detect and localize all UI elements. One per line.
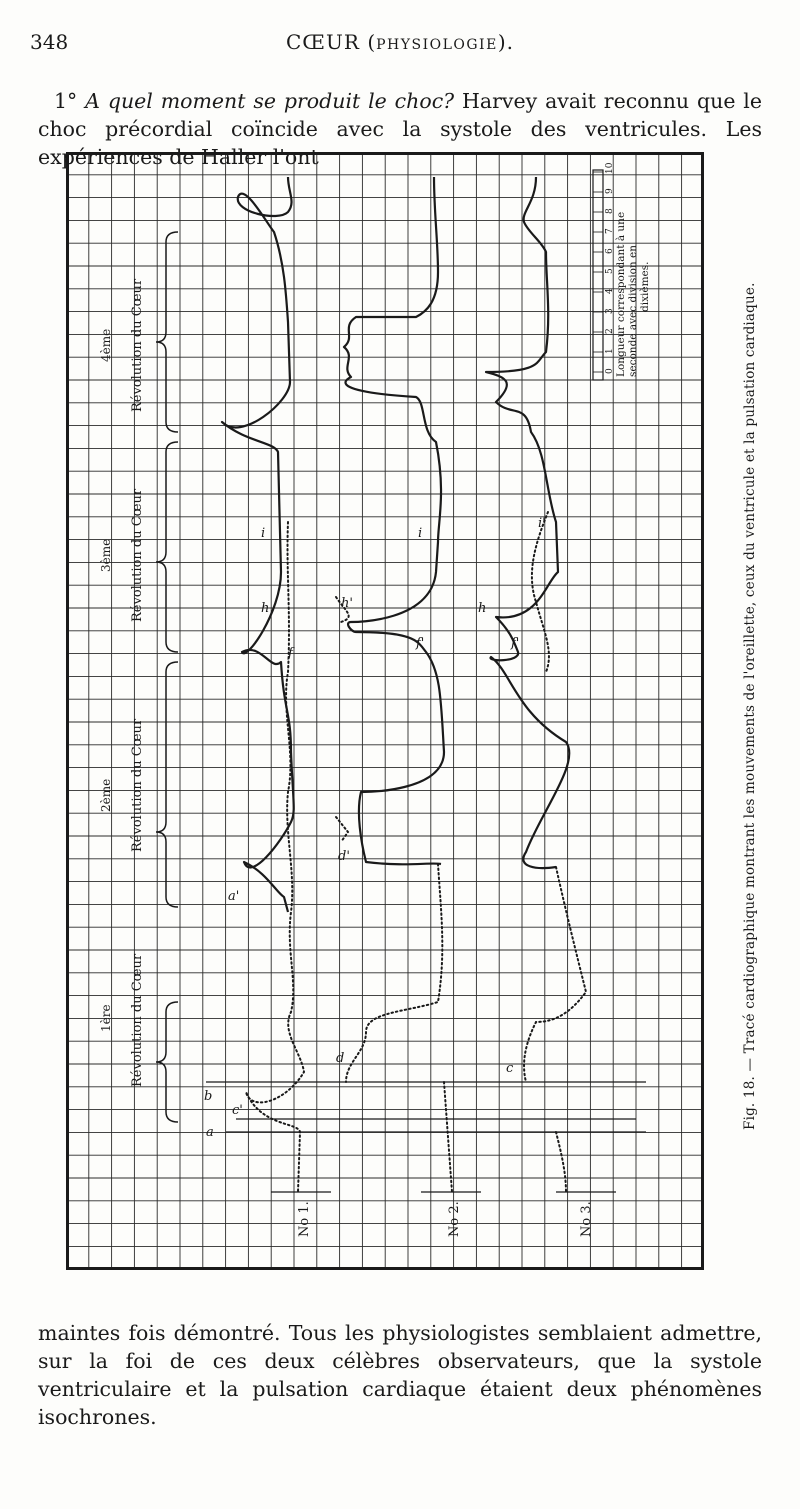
revolution-label-2: Révolution du Cœur	[130, 718, 145, 852]
revolution-braces	[156, 232, 178, 1122]
marker-a-prime: a'	[228, 889, 240, 904]
time-scale-legend-2: seconde avec division en	[627, 245, 639, 377]
time-reference-lines	[206, 1082, 646, 1192]
marker-i-2: i	[418, 526, 423, 541]
marker-a: a	[206, 1125, 214, 1140]
marker-b: b	[204, 1089, 213, 1104]
revolution-ordinal-2: 2ème	[99, 778, 113, 812]
revolution-ordinal-1: 1ère	[99, 1004, 113, 1032]
time-scale-box	[593, 170, 603, 380]
section-question: A quel moment se produit le choc?	[85, 88, 455, 113]
time-scale-digit: 8	[605, 208, 615, 214]
revolution-brace-1	[156, 1002, 178, 1122]
time-scale-digit: 9	[605, 188, 615, 194]
marker-d-prime: d'	[338, 849, 350, 864]
revolution-label-1: Révolution du Cœur	[130, 953, 145, 1087]
trace-3-dotted	[524, 512, 586, 1192]
marker-f-prime-3: f'	[511, 636, 520, 651]
running-head: CŒUR (PHYSIOLOGIE).	[286, 30, 514, 54]
time-scale-digit: 1	[605, 348, 615, 354]
marker-h: h	[261, 601, 270, 616]
time-scale-digit: 5	[605, 268, 615, 274]
time-scale	[593, 162, 651, 380]
time-scale-digit: 4	[605, 288, 615, 294]
marker-i-prime: i'	[538, 516, 546, 531]
time-scale-digit: 10	[605, 162, 615, 174]
time-scale-digit: 7	[605, 228, 615, 234]
time-scale-legend-1: Longueur correspondant à une	[615, 211, 627, 377]
revolution-ordinal-4: 4ème	[99, 328, 113, 362]
figure-caption: Fig. 18. — Tracé cardiographique montrant les mouvements de l'oreillette, ceux du ventricule et la pulsation cardiaque.	[742, 282, 758, 1130]
trace-label-2: No 2.	[447, 1201, 462, 1237]
trace-3-solid	[486, 177, 569, 868]
paragraph-bottom: maintes fois démontré. Tous les physiologistes semblaient admettre, sur la foi de ces deux célèbres observateurs, que la systole ventriculaire et la pulsation cardiaque étaient deux phénomènes isochrones.	[38, 1320, 762, 1429]
paragraph-top-body: Harvey avait reconnu que le choc précordial coïncide avec la systole des ventricules. Les expériences de Haller l'ont	[38, 88, 762, 169]
revolution-ordinal-3: 3ème	[99, 538, 113, 572]
trace-2-solid	[344, 177, 444, 864]
time-scale-digit: 0	[605, 368, 615, 374]
time-scale-digit: 6	[605, 248, 615, 254]
marker-c-prime: c'	[232, 1103, 243, 1118]
marker-f: f	[288, 646, 293, 661]
marker-d: d	[336, 1051, 345, 1066]
section-number: 1°	[54, 88, 78, 113]
cardiograph-figure	[66, 152, 704, 1270]
trace-label-1: No 1.	[297, 1201, 312, 1237]
marker-i: i	[261, 526, 266, 541]
trace-markers	[204, 516, 546, 1140]
time-scale-digit: 2	[605, 328, 615, 334]
trace-1-dotted	[246, 522, 304, 1192]
trace-label-3: No 3.	[579, 1201, 594, 1237]
time-scale-digit: 3	[605, 308, 615, 314]
cardiograph-plate	[66, 152, 704, 1270]
page-number: 348	[30, 30, 69, 54]
page-header	[30, 30, 770, 60]
revolution-brace-4	[156, 232, 178, 432]
marker-f-prime: f'	[416, 636, 425, 651]
grid	[66, 152, 704, 1270]
time-scale-digits	[593, 162, 615, 374]
trace-2-dotted	[336, 597, 452, 1192]
marker-h-prime-3: h	[478, 601, 487, 616]
time-scale-legend-3: dixièmes.	[639, 261, 651, 312]
revolution-label-3: Révolution du Cœur	[130, 488, 145, 622]
marker-h-prime: h'	[341, 596, 353, 611]
marker-c: c	[506, 1061, 514, 1076]
revolution-label-4: Révolution du Cœur	[130, 278, 145, 412]
revolution-brace-3	[156, 442, 178, 652]
trace-1-solid	[222, 177, 294, 912]
